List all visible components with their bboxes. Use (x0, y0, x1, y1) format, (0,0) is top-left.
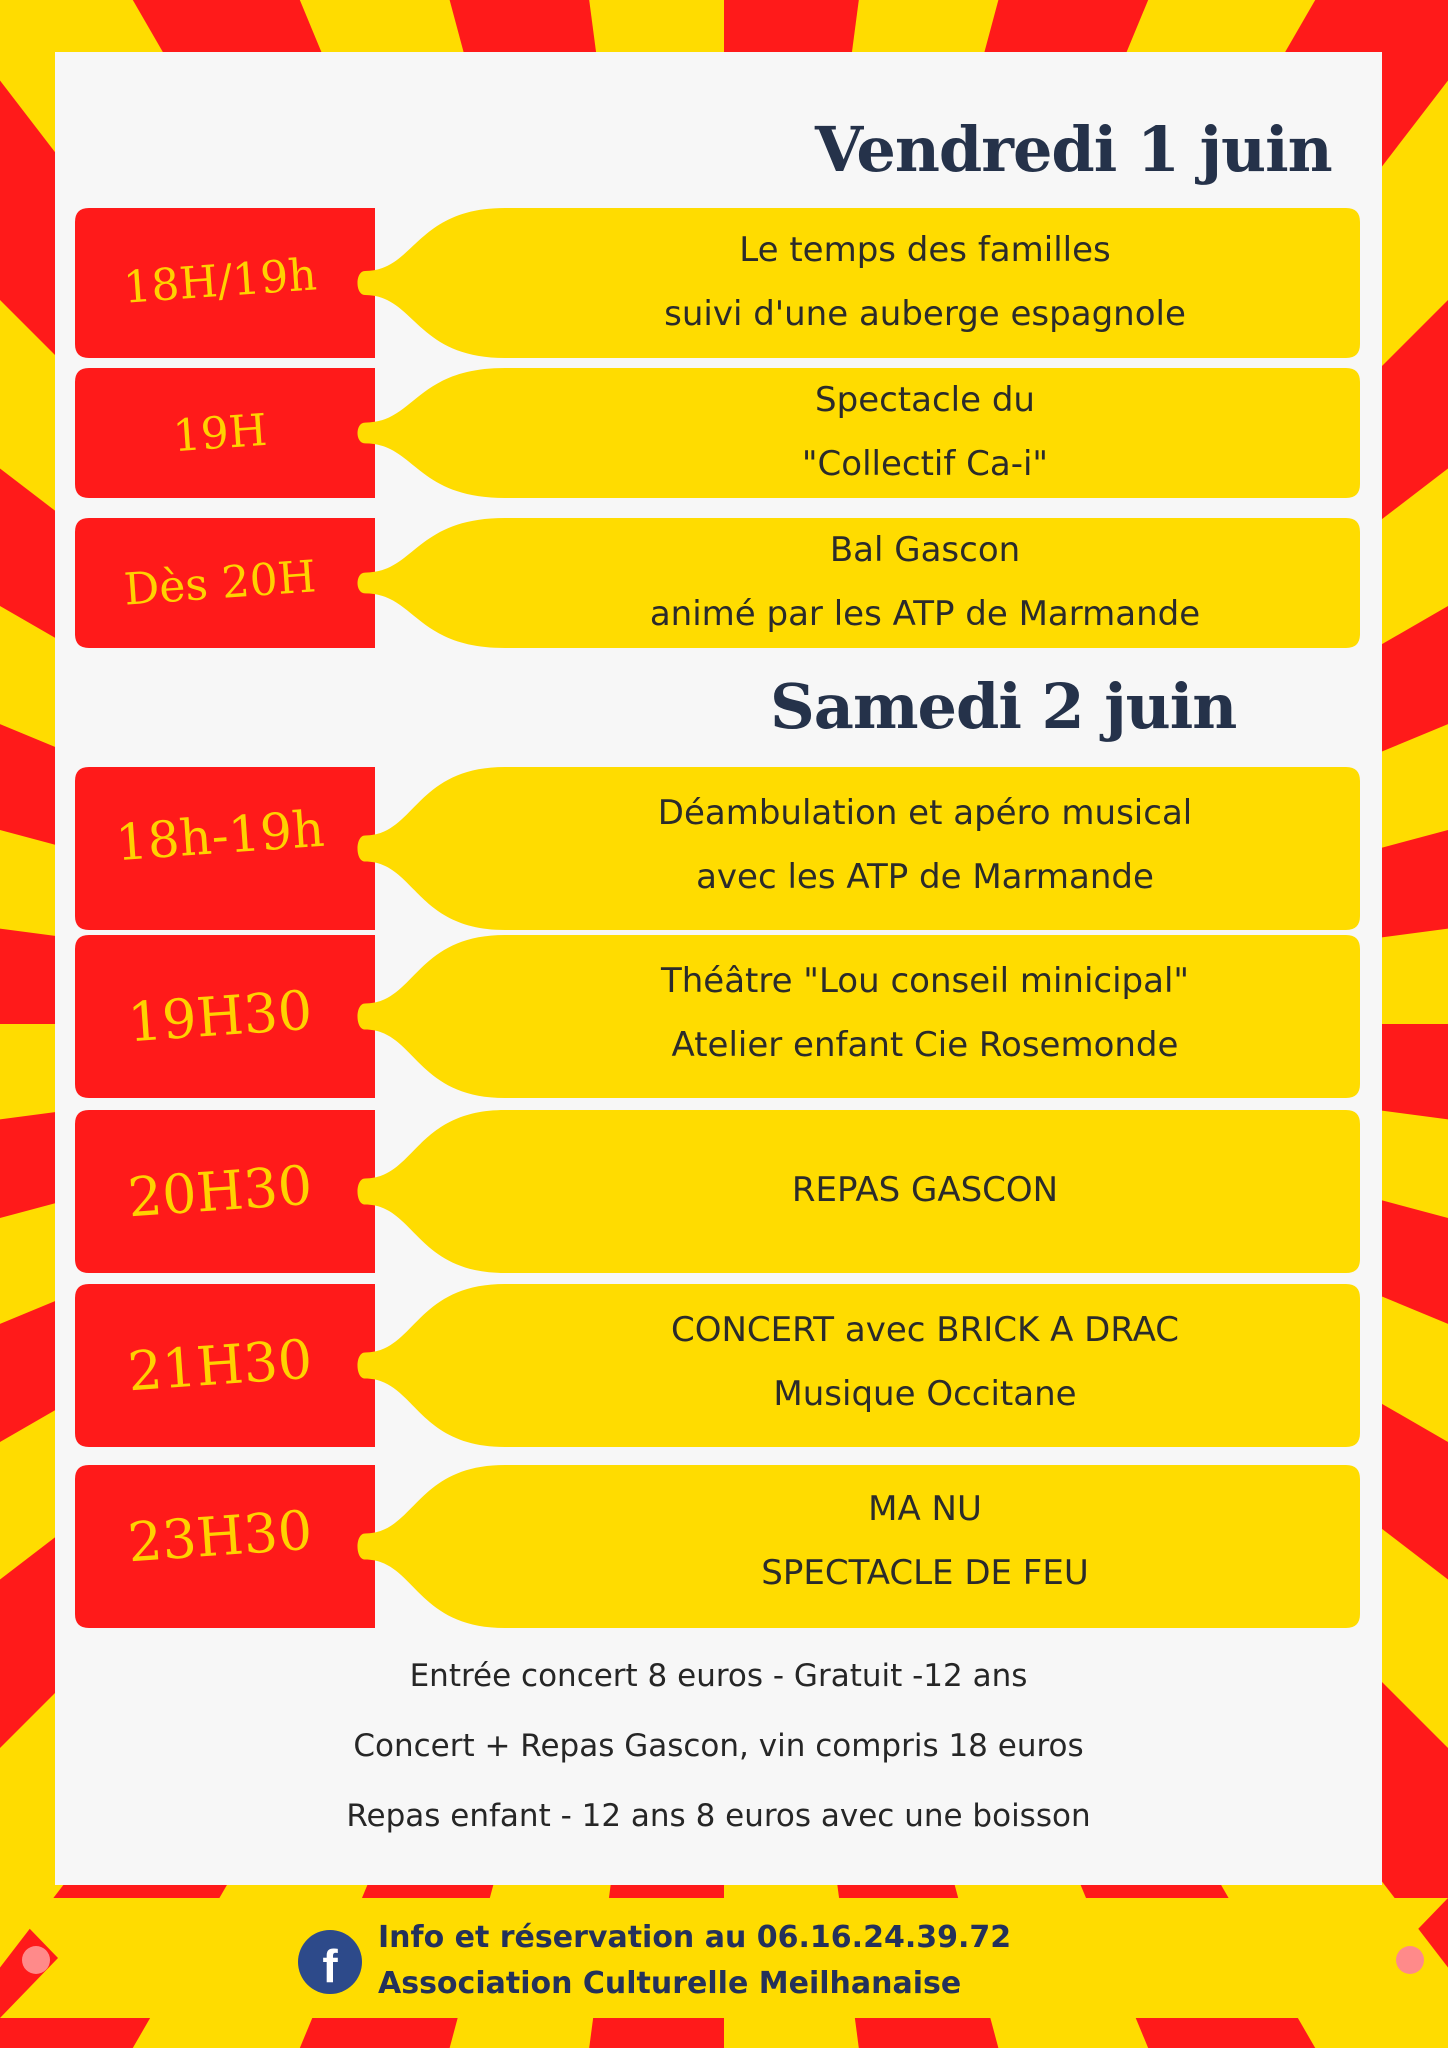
event-row (75, 767, 1360, 930)
event-time: 18H/19h (121, 249, 319, 314)
event-time: Dès 20H (122, 551, 318, 616)
day-title-saturday: Samedi 2 juin (770, 670, 1237, 743)
event-description: Le temps des familles suivi d'une auberge espagnole (664, 230, 1186, 334)
event-description: MA NU SPECTACLE DE FEU (761, 1489, 1089, 1593)
event-row (75, 1110, 1360, 1273)
price-line: Concert + Repas Gascon, vin compris 18 euros (353, 1728, 1084, 1764)
event-time: 19H30 (125, 978, 315, 1055)
event-time: 19H (171, 404, 269, 463)
event-description: REPAS GASCON (791, 1170, 1059, 1210)
event-description: Bal Gascon animé par les ATP de Marmande (649, 530, 1201, 634)
event-row (75, 1465, 1360, 1628)
price-line: Repas enfant - 12 ans 8 euros avec une boisson (346, 1798, 1091, 1834)
event-row (75, 208, 1360, 358)
event-time: 21H30 (125, 1327, 315, 1404)
event-time: 20H30 (125, 1153, 315, 1230)
event-row (75, 368, 1360, 498)
event-time: 23H30 (125, 1498, 315, 1575)
event-row (75, 935, 1360, 1098)
event-description: Théâtre "Lou conseil minicipal" Atelier enfant Cie Rosemonde (660, 961, 1190, 1065)
event-time: 18h-19h (113, 799, 327, 873)
facebook-icon[interactable]: f (298, 1930, 362, 1994)
event-row (75, 1284, 1360, 1447)
event-description: Spectacle du "Collectif Ca-i" (801, 380, 1049, 484)
event-description: Déambulation et apéro musical avec les ATP de Marmande (657, 793, 1193, 897)
footer-association: Association Culturelle Meilhanaise (378, 1966, 962, 2001)
footer-info: Info et réservation au 06.16.24.39.72 (378, 1920, 1012, 1955)
event-row (75, 518, 1360, 648)
day-title-friday: Vendredi 1 juin (815, 113, 1332, 186)
event-description: CONCERT avec BRICK A DRAC Musique Occitane (671, 1310, 1179, 1414)
price-line: Entrée concert 8 euros - Gratuit -12 ans (409, 1658, 1028, 1694)
